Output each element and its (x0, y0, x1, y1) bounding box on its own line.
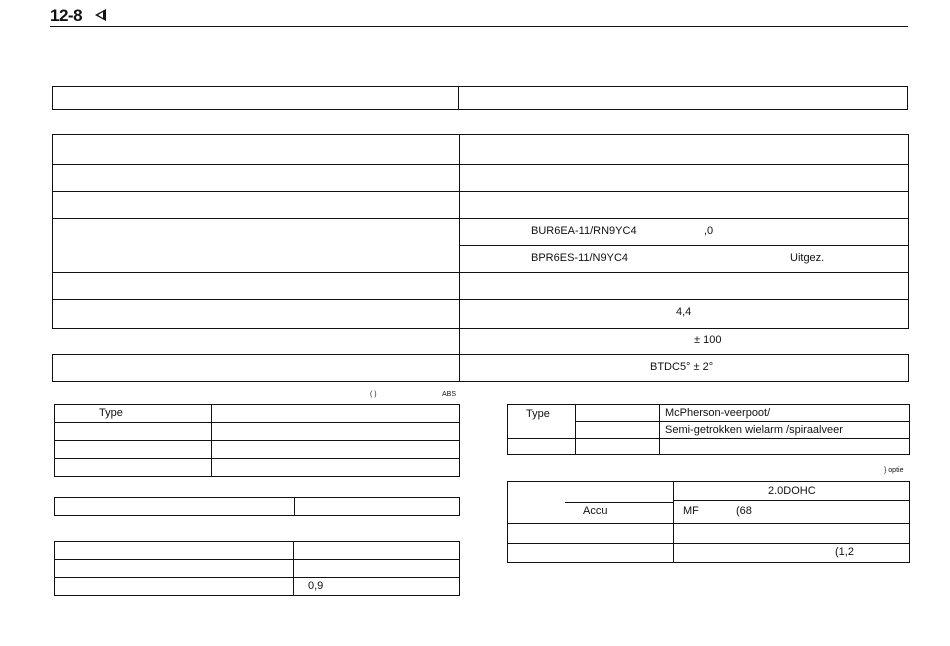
value-100: ± 100 (694, 334, 722, 346)
gap-1: ,0 (704, 225, 714, 237)
battery-last-value: (1,2 (835, 546, 854, 558)
battery-mf: MF (683, 505, 699, 517)
back-arrow-icon (95, 9, 106, 21)
battery-divider (673, 481, 674, 563)
status-2: Uitgez. (790, 252, 825, 264)
suspension-row-line (507, 438, 910, 439)
battery-row-line (565, 502, 673, 503)
ignition-timing: BTDC5° ± 2° (650, 361, 714, 373)
option-note: } optie (884, 467, 904, 474)
suspension-front: McPherson-veerpoot/ (665, 407, 771, 419)
spec-row-line (52, 272, 909, 273)
spec-row-line (459, 245, 909, 246)
suspension-type-label: Type (526, 408, 550, 420)
spark-plug-2: BPR6ES-11/N9YC4 (531, 252, 629, 264)
spec-title-row (52, 86, 908, 110)
header-rule (50, 26, 908, 27)
battery-row-line (507, 523, 910, 524)
battery-ah: (68 (736, 505, 752, 517)
suspension-rear: Semi-getrokken wielarm /spiraalveer (665, 424, 843, 436)
spec-divider (459, 354, 460, 382)
suspension-row-line (575, 421, 910, 422)
page-number: 12-8 (50, 6, 83, 25)
note-abs: ABS (442, 391, 457, 398)
battery-label: Accu (583, 505, 608, 517)
value-0-9: 0,9 (294, 578, 460, 596)
spec-row-line (52, 299, 909, 300)
spec-row-line (52, 191, 909, 192)
type-label: Type (55, 405, 212, 423)
spec-row-line (52, 164, 909, 165)
spec-divider (458, 86, 459, 110)
timing-row (52, 354, 909, 382)
battery-row-line (507, 543, 910, 544)
left-table-3 (54, 541, 460, 596)
value-4-4: 4,4 (676, 306, 692, 318)
note-paren: ( ) (370, 391, 377, 398)
engine-type: 2.0DOHC (768, 485, 816, 497)
spark-plug-1: BUR6EA-11/RN9YC4 (531, 225, 637, 237)
brake-table (54, 404, 460, 477)
spec-row-line (52, 218, 909, 219)
left-table-2 (54, 497, 460, 516)
suspension-divider (575, 404, 576, 455)
spec-divider (459, 329, 460, 354)
battery-row-line (673, 500, 910, 501)
suspension-divider (659, 404, 660, 455)
